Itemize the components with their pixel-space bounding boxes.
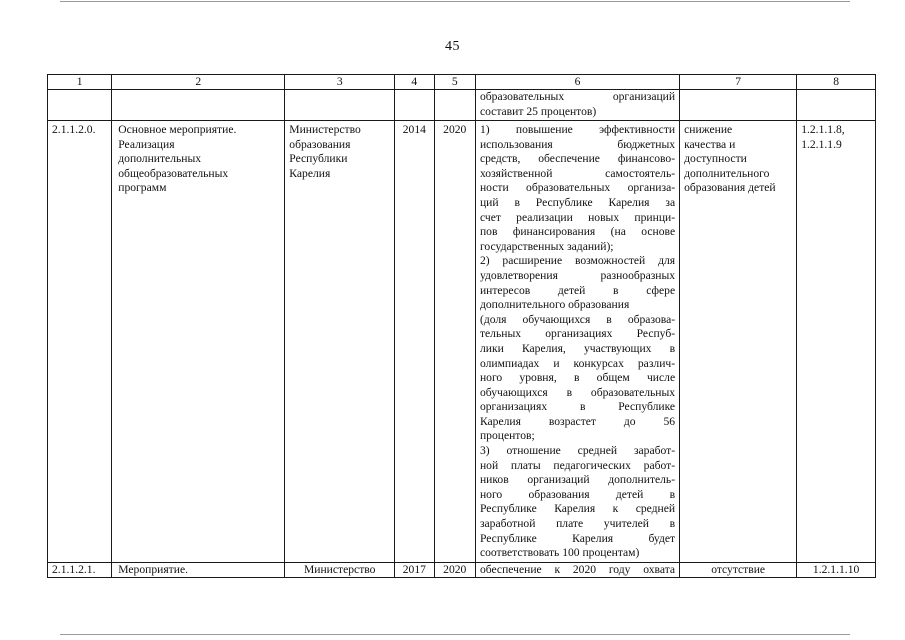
name-line: Основное мероприятие. — [118, 123, 237, 136]
indicator-line: 1.2.1.1.9 — [801, 137, 842, 151]
scan-edge-top — [60, 1, 850, 2]
header-cell: 6 — [475, 75, 679, 90]
result-line: счет реализации новых принци- — [479, 210, 676, 224]
result-line: ного уровня, в общем числе — [479, 371, 676, 385]
header-cell: 4 — [395, 75, 434, 90]
indicator-line: 1.2.1.1.8, — [801, 123, 845, 136]
table-row-continuation — [48, 90, 876, 121]
result-line: организациях в Республике — [479, 400, 676, 414]
code-cell: 2.1.1.2.0. — [48, 121, 112, 563]
result-line: 3) отношение средней заработ- — [479, 444, 676, 458]
end-year-cell: 2020 — [434, 121, 475, 563]
result-line: составит 25 процентов) — [479, 104, 597, 118]
result-line: использования бюджетных — [479, 137, 676, 151]
indicator-cell: 1.2.1.1.10 — [797, 562, 876, 578]
consequence-line: образования детей — [684, 181, 776, 195]
executor-line: Карелия — [289, 166, 331, 180]
result-line: пов финансирования (на основе — [479, 225, 676, 239]
executor-cell: Министерство — [285, 562, 395, 578]
result-cell — [475, 90, 679, 121]
result-line: Республике Карелия к средней — [479, 502, 676, 516]
result-line: лики Карелия, участвующих в — [479, 341, 676, 355]
consequence-line: качества и — [684, 137, 736, 151]
result-line: образовательных организаций — [479, 90, 676, 103]
table-row-main — [48, 121, 876, 563]
result-line: дополнительного образования — [479, 298, 630, 312]
consequence-line: доступности — [684, 152, 747, 166]
result-line: государственных заданий); — [479, 239, 614, 253]
result-line: ций в Республике Карелия за — [479, 195, 676, 209]
start-year-cell: 2017 — [395, 562, 434, 578]
result-line: средств, обеспечение финансово- — [479, 152, 676, 166]
consequence-cell: отсутствие — [680, 562, 797, 578]
result-line: соответствовать 100 процентам) — [479, 546, 640, 560]
name-line: программ — [118, 181, 167, 195]
header-cell: 2 — [112, 75, 285, 90]
result-line: ности образовательных организа- — [479, 181, 676, 195]
result-line: Карелия возрастет до 56 — [479, 414, 676, 428]
scan-edge-bottom — [60, 634, 850, 635]
consequence-line: дополнительного — [684, 166, 770, 180]
name-cell — [112, 121, 285, 563]
start-year-cell: 2014 — [395, 121, 434, 563]
header-cell: 1 — [48, 75, 112, 90]
table-row-next — [48, 562, 876, 578]
result-cell — [475, 121, 679, 563]
result-line: Республике Карелия будет — [479, 531, 676, 545]
executor-line: Министерство — [289, 123, 361, 136]
result-line: обучающихся в образовательных — [479, 385, 676, 399]
name-line: Реализация — [118, 137, 175, 151]
result-line: 2) расширение возможностей для — [479, 254, 676, 268]
result-line: ников организаций дополнитель- — [479, 473, 676, 487]
result-line: 1) повышение эффективности — [479, 123, 676, 136]
header-cell: 3 — [285, 75, 395, 90]
header-cell: 8 — [797, 75, 876, 90]
result-line: интересов детей в сфере — [479, 283, 676, 297]
name-cell: Мероприятие. — [112, 562, 285, 578]
indicator-cell — [797, 121, 876, 563]
result-line: олимпиадах и конкурсах различ- — [479, 356, 676, 370]
name-line: дополнительных — [118, 152, 202, 166]
measures-table — [47, 74, 876, 578]
result-line: (доля обучающихся в образова- — [479, 312, 676, 326]
page-number: 45 — [445, 39, 460, 54]
name-line: общеобразовательных — [118, 166, 229, 180]
end-year-cell: 2020 — [434, 562, 475, 578]
executor-line: Республики — [289, 152, 348, 166]
result-line: тельных организациях Респуб- — [479, 327, 676, 341]
result-line: ного образования детей в — [479, 487, 676, 501]
result-line: удовлетворения разнообразных — [479, 268, 676, 282]
result-line: процентов; — [479, 429, 535, 443]
result-line: ной платы педагогических работ- — [479, 458, 676, 472]
consequence-line: снижение — [684, 123, 733, 136]
result-cell: обеспечение к 2020 году охвата — [475, 562, 679, 578]
consequence-cell — [680, 121, 797, 563]
result-line: заработной плате учителей в — [479, 517, 676, 531]
header-cell: 7 — [680, 75, 797, 90]
executor-line: образования — [289, 137, 351, 151]
table-header-row — [48, 75, 876, 90]
code-cell: 2.1.1.2.1. — [48, 562, 112, 578]
result-line: хозяйственной самостоятель- — [479, 166, 676, 180]
executor-cell — [285, 121, 395, 563]
header-cell: 5 — [434, 75, 475, 90]
